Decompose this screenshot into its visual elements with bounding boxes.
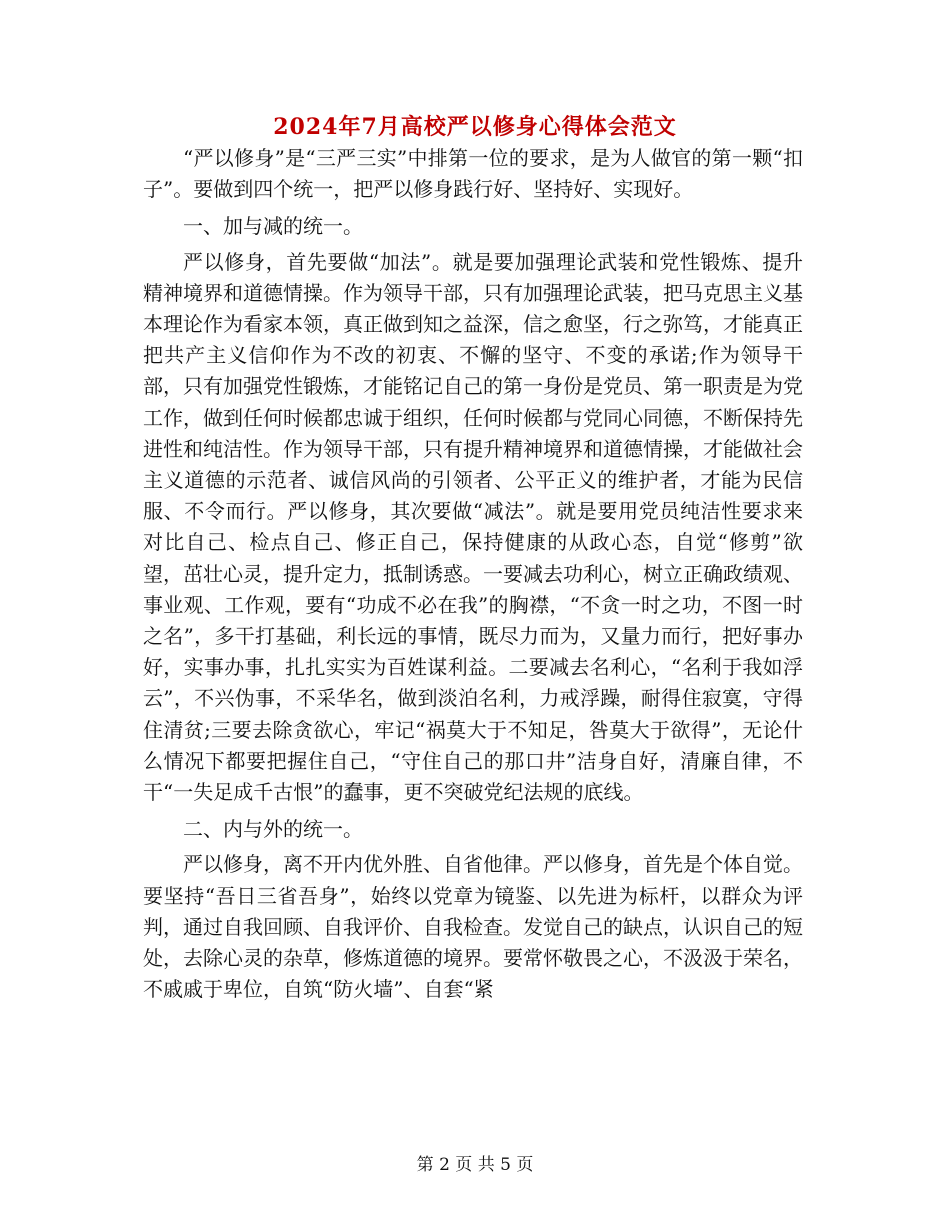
page-number-footer: 第 2 页 共 5 页: [416, 1155, 534, 1175]
document-title: 2024年7月高校严以修身心得体会范文: [273, 114, 677, 140]
document-body: [143, 143, 803, 1005]
section-heading-2: 二、内与外的统一。: [183, 817, 363, 842]
section-1-paragraph: 严以修身，首先要做“加法”。就是要加强理论武装和党性锻炼、提升精神境界和道德情操。作为领导干部，只有加强理论武装，把马克思主义基本理论作为看家本领，真正做到知之益深，信之愈坚，行之弥笃，才能真正把共产主义信仰作为不改的初衷、不懈的坚守、不变的承诺;作为领导干部，只有加强党性锻炼，才能铭记自己的第一身份是党员、第一职责是为党工作，做到任何时候都忠诚于组织，任何时候都与党同心同德，不断保持先进性和纯洁性。作为领导干部，只有提升精神境界和道德情操，才能做社会主义道德的示范者、诚信风尚的引领者、公平正义的维护者，才能为民信服、不令而行。严以修身，其次要做“减法”。就是要用党员纯洁性要求来对比自己、检点自己、修正自己，保持健康的从政心态，自觉“修剪”欲望，茁壮心灵，提升定力，抵制诱惑。一要减去功利心，树立正确政绩观、事业观、工作观，要有“功成不必在我”的胸襟，“不贪一时之功，不图一时之名”，多干打基础，利长远的事情，既尽力而为，又量力而行，把好事办好，实事办事，扎扎实实为百姓谋利益。二要减去名利心，“名利于我如浮云”，不兴伪事，不采华名，做到淡泊名利，力戒浮躁，耐得住寂寞，守得住清贫;三要去除贪欲心，牢记“祸莫大于不知足，咎莫大于欲得”，无论什么情况下都要把握住自己，“守住自己的那口井”洁身自好，清廉自律，不干“一失足成千古恨”的蠢事，更不突破党纪法规的底线。: [143, 249, 803, 805]
section-2-paragraph: 严以修身，离不开内优外胜、自省他律。严以修身，首先是个体自觉。要坚持“吾日三省吾身”，始终以党章为镜鉴、以先进为标杆，以群众为评判，通过自我回顾、自我评价、自我检查。发觉自己的缺点，认识自己的短处，去除心灵的杂草，修炼道德的境界。要常怀敬畏之心，不汲汲于荣名，不戚戚于卑位，自筑“防火墙”、自套“紧: [143, 852, 803, 1002]
intro-paragraph: “严以修身”是“三严三实”中排第一位的要求，是为人做官的第一颗“扣子”。要做到四个统一，把严以修身践行好、坚持好、实现好。: [143, 146, 803, 202]
section-heading-1: 一、加与减的统一。: [183, 214, 363, 239]
